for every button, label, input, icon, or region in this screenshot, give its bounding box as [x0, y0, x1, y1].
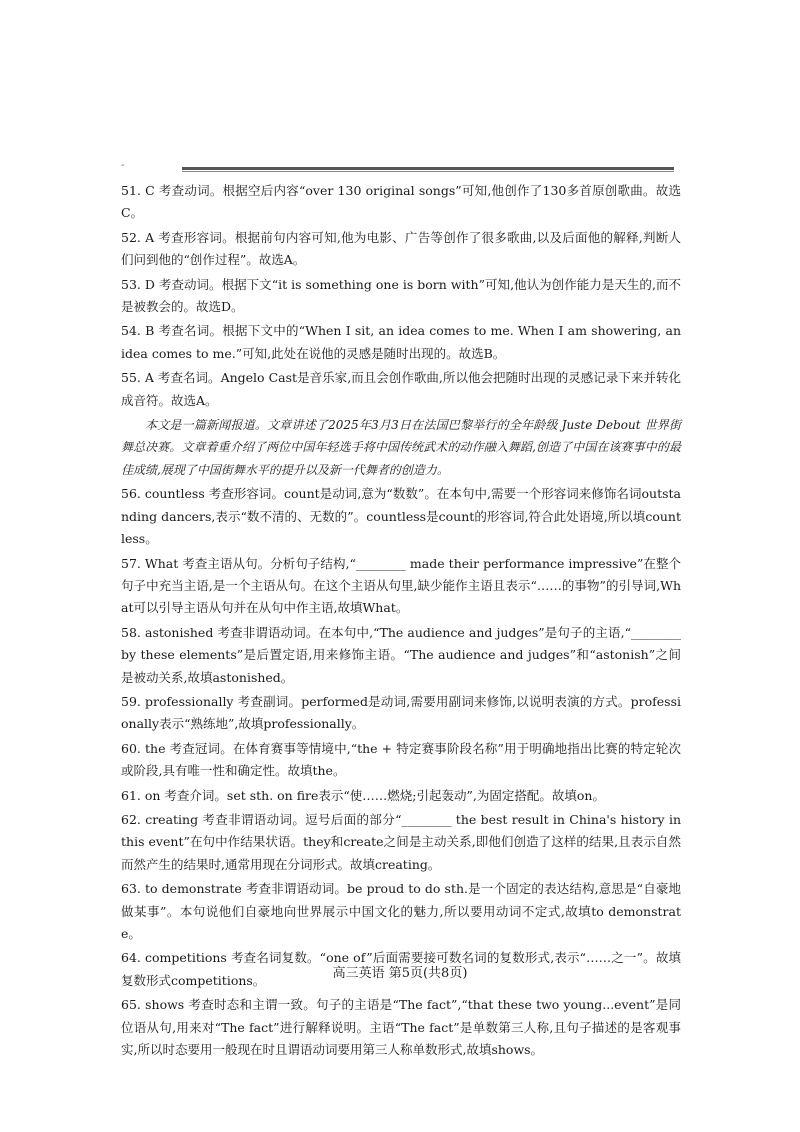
answer-item-55: 55. A 考查名词。Angelo Cast是音乐家,而且会创作歌曲,所以他会把随时出现的灵感记录下来并转化成音符。故选A。 [121, 370, 681, 408]
answer-item-65: 65. shows 考查时态和主谓一致。句子的主语是“The fact”,“that these two young...event”是同位语从句,用来对“The fact”进行解释说明。主语“The fact”是单数第三人称,且句子描述的是客观事实,所以时态要用一般现在时且谓语动词要用第三人称单数形式,故填shows。 [121, 997, 681, 1058]
answer-explanations [121, 180, 681, 1063]
answer-item-61: 61. on 考查介词。set sth. on fire表示“使……燃烧;引起轰动”,为固定搭配。故填on。 [121, 787, 605, 803]
header-rule-thin [182, 171, 674, 172]
answer-item-54: 54. B 考查名词。根据下文中的“When I sit, an idea comes to me. When I am showering, an idea comes to me.”可知,此处在说他的灵感是随时出现的。故选B。 [121, 323, 681, 361]
answer-item-64: 64. competitions 考查名词复数。“one of”后面需要接可数名词的复数形式,表示“……之一”。故填复数形式competitions。 [121, 950, 681, 988]
answer-item-58: 58. astonished 考查非谓语动词。在本句中,“The audience and judges”是句子的主语,“________ by these elements”是后置定语,用来修饰主语。“The audience and judges”和“astonish”之间是被动关系,故填astonished。 [121, 624, 681, 685]
header-rule [182, 167, 674, 170]
answer-item-62: 62. creating 考查非谓语动词。逗号后面的部分“________ the best result in China's history in this event”在句中作结果状语。they和create之间是主动关系,即他们创造了这样的结果,且表示自然而然产生的结果时,通常用现在分词形式。故填creating。 [121, 811, 681, 872]
answer-item-51: 51. C 考查动词。根据空后内容“over 130 original songs”可知,他创作了130多首原创歌曲。故选C。 [121, 183, 681, 221]
answer-item-59: 59. professionally 考查副词。performed是动词,需要用副词来修饰,以说明表演的方式。professionally表示“熟练地”,故填professionally。 [121, 693, 681, 732]
answer-item-56: 56. countless 考查形容词。count是动词,意为“数数”。在本句中,需要一个形容词来修饰名词outstanding dancers,表示“数不清的、无数的”。countless是count的形容词,符合此处语境,所以填countless。 [121, 486, 681, 547]
header-tick-mark: - [121, 160, 125, 171]
page-footer: 高三英语 第5页(共8页) [332, 966, 468, 981]
answer-item-63: 63. to demonstrate 考查非谓语动词。be proud to do sth.是一个固定的表达结构,意思是“自豪地做某事”。本句说他们自豪地向世界展示中国文化的魅力,所以要用动词不定式,故填to demonstrate。 [121, 881, 681, 941]
answer-item-60: 60. the 考查冠词。在体育赛事等情境中,“the + 特定赛事阶段名称”用于明确地指出比赛的特定轮次或阶段,具有唯一性和确定性。故填the。 [121, 740, 681, 779]
answer-item-57: 57. What 考查主语从句。分析句子结构,“________ made their performance impressive”在整个句子中充当主语,是一个主语从句。在这个主语从句里,缺少能作主语且表示“……的事物”的引导词,What可以引导主语从句并在从句中作主语,故填What。 [121, 555, 681, 616]
passage-summary: 本文是一篇新闻报道。文章讲述了2025年3月3日在法国巴黎举行的全年龄级 Juste Debout 世界街舞总决赛。文章着重介绍了两位中国年轻选手将中国传统武术的动作融入舞蹈,创造了中国在该赛事中的最佳成绩,展现了中国街舞水平的提升以及新一代舞者的创造力。 [121, 418, 681, 477]
answer-item-52: 52. A 考查形容词。根据前句内容可知,他为电影、广告等创作了很多歌曲,以及后面他的解释,判断人们问到他的“创作过程”。故选A。 [121, 229, 681, 268]
answer-item-53: 53. D 考查动词。根据下文“it is something one is born with”可知,他认为创作能力是天生的,而不是被教会的。故选D。 [121, 276, 681, 315]
